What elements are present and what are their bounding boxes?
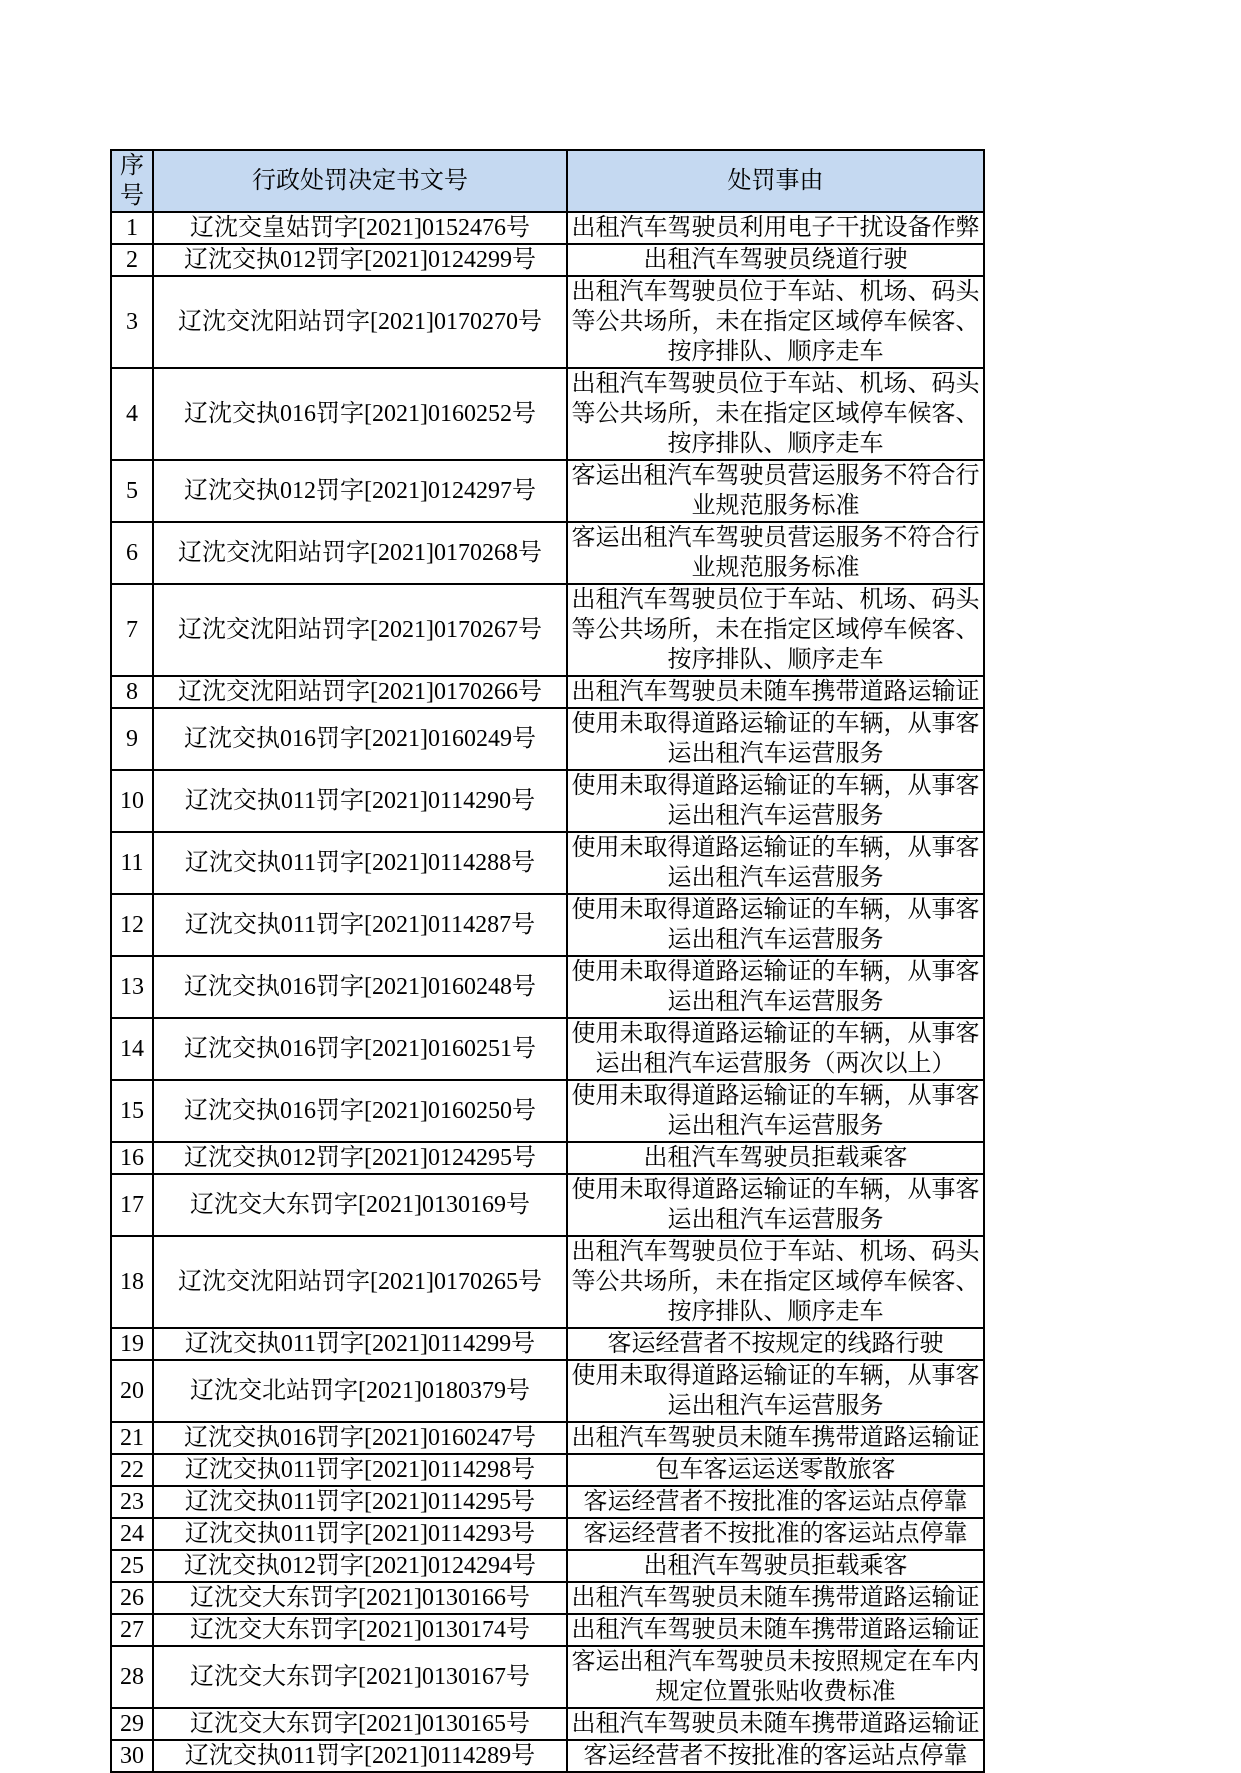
- cell-reason: 客运经营者不按批准的客运站点停靠: [567, 1486, 984, 1518]
- cell-index: 8: [111, 676, 153, 708]
- cell-doc-number: 辽沈交执012罚字[2021]0124299号: [153, 244, 567, 276]
- cell-doc-number: 辽沈交沈阳站罚字[2021]0170268号: [153, 522, 567, 584]
- table-row: [111, 584, 984, 676]
- table-header-row: [111, 150, 984, 212]
- col-header-index: 序号: [111, 150, 153, 212]
- table-row: [111, 1018, 984, 1080]
- cell-index: 26: [111, 1582, 153, 1614]
- table-row: [111, 1454, 984, 1486]
- cell-index: 20: [111, 1360, 153, 1422]
- cell-reason: 客运出租汽车驾驶员未按照规定在车内规定位置张贴收费标准: [567, 1646, 984, 1708]
- table-row: [111, 1360, 984, 1422]
- cell-doc-number: 辽沈交执011罚字[2021]0114299号: [153, 1328, 567, 1360]
- cell-doc-number: 辽沈交执011罚字[2021]0114287号: [153, 894, 567, 956]
- cell-index: 6: [111, 522, 153, 584]
- cell-doc-number: 辽沈交执011罚字[2021]0114298号: [153, 1454, 567, 1486]
- cell-reason: 出租汽车驾驶员未随车携带道路运输证: [567, 1708, 984, 1740]
- table-row: [111, 894, 984, 956]
- cell-index: 10: [111, 770, 153, 832]
- table-row: [111, 956, 984, 1018]
- cell-doc-number: 辽沈交执011罚字[2021]0114293号: [153, 1518, 567, 1550]
- cell-index: 25: [111, 1550, 153, 1582]
- cell-index: 19: [111, 1328, 153, 1360]
- table-row: [111, 1236, 984, 1328]
- table-row: [111, 368, 984, 460]
- cell-doc-number: 辽沈交执011罚字[2021]0114290号: [153, 770, 567, 832]
- cell-index: 15: [111, 1080, 153, 1142]
- document-sheet: [110, 149, 985, 1773]
- cell-reason: 出租汽车驾驶员位于车站、机场、码头等公共场所，未在指定区域停车候客、按序排队、顺序走车: [567, 368, 984, 460]
- cell-index: 9: [111, 708, 153, 770]
- cell-index: 28: [111, 1646, 153, 1708]
- cell-reason: 出租汽车驾驶员利用电子干扰设备作弊: [567, 212, 984, 244]
- cell-reason: 使用未取得道路运输证的车辆，从事客运出租汽车运营服务（两次以上）: [567, 1018, 984, 1080]
- cell-reason: 客运出租汽车驾驶员营运服务不符合行业规范服务标准: [567, 460, 984, 522]
- cell-doc-number: 辽沈交大东罚字[2021]0130165号: [153, 1708, 567, 1740]
- cell-doc-number: 辽沈交执012罚字[2021]0124295号: [153, 1142, 567, 1174]
- cell-reason: 出租汽车驾驶员绕道行驶: [567, 244, 984, 276]
- table-row: [111, 1740, 984, 1772]
- table-row: [111, 1708, 984, 1740]
- cell-reason: 客运经营者不按批准的客运站点停靠: [567, 1518, 984, 1550]
- cell-index: 17: [111, 1174, 153, 1236]
- cell-reason: 出租汽车驾驶员位于车站、机场、码头等公共场所，未在指定区域停车候客、按序排队、顺序走车: [567, 1236, 984, 1328]
- cell-reason: 出租汽车驾驶员未随车携带道路运输证: [567, 1422, 984, 1454]
- cell-index: 13: [111, 956, 153, 1018]
- table-row: [111, 522, 984, 584]
- cell-index: 30: [111, 1740, 153, 1772]
- cell-index: 2: [111, 244, 153, 276]
- cell-index: 23: [111, 1486, 153, 1518]
- cell-doc-number: 辽沈交沈阳站罚字[2021]0170265号: [153, 1236, 567, 1328]
- cell-doc-number: 辽沈交大东罚字[2021]0130169号: [153, 1174, 567, 1236]
- table-row: [111, 460, 984, 522]
- cell-index: 27: [111, 1614, 153, 1646]
- cell-doc-number: 辽沈交执016罚字[2021]0160247号: [153, 1422, 567, 1454]
- cell-doc-number: 辽沈交大东罚字[2021]0130166号: [153, 1582, 567, 1614]
- table-row: [111, 708, 984, 770]
- cell-doc-number: 辽沈交执016罚字[2021]0160250号: [153, 1080, 567, 1142]
- penalty-table: [110, 149, 985, 1773]
- cell-doc-number: 辽沈交北站罚字[2021]0180379号: [153, 1360, 567, 1422]
- table-row: [111, 770, 984, 832]
- cell-reason: 使用未取得道路运输证的车辆，从事客运出租汽车运营服务: [567, 1360, 984, 1422]
- cell-doc-number: 辽沈交沈阳站罚字[2021]0170266号: [153, 676, 567, 708]
- cell-doc-number: 辽沈交沈阳站罚字[2021]0170270号: [153, 276, 567, 368]
- cell-index: 4: [111, 368, 153, 460]
- cell-index: 24: [111, 1518, 153, 1550]
- cell-index: 14: [111, 1018, 153, 1080]
- cell-reason: 包车客运运送零散旅客: [567, 1454, 984, 1486]
- table-body: [111, 212, 984, 1772]
- cell-reason: 客运经营者不按规定的线路行驶: [567, 1328, 984, 1360]
- cell-reason: 使用未取得道路运输证的车辆，从事客运出租汽车运营服务: [567, 708, 984, 770]
- table-row: [111, 1422, 984, 1454]
- col-header-reason: 处罚事由: [567, 150, 984, 212]
- cell-doc-number: 辽沈交执016罚字[2021]0160251号: [153, 1018, 567, 1080]
- cell-reason: 使用未取得道路运输证的车辆，从事客运出租汽车运营服务: [567, 956, 984, 1018]
- cell-index: 1: [111, 212, 153, 244]
- cell-index: 16: [111, 1142, 153, 1174]
- cell-reason: 出租汽车驾驶员未随车携带道路运输证: [567, 1614, 984, 1646]
- cell-index: 7: [111, 584, 153, 676]
- table-row: [111, 1328, 984, 1360]
- cell-reason: 客运经营者不按批准的客运站点停靠: [567, 1740, 984, 1772]
- cell-index: 22: [111, 1454, 153, 1486]
- cell-reason: 出租汽车驾驶员未随车携带道路运输证: [567, 676, 984, 708]
- table-row: [111, 1614, 984, 1646]
- cell-reason: 使用未取得道路运输证的车辆，从事客运出租汽车运营服务: [567, 832, 984, 894]
- cell-reason: 客运出租汽车驾驶员营运服务不符合行业规范服务标准: [567, 522, 984, 584]
- table-row: [111, 1142, 984, 1174]
- table-row: [111, 1174, 984, 1236]
- cell-doc-number: 辽沈交大东罚字[2021]0130167号: [153, 1646, 567, 1708]
- cell-reason: 出租汽车驾驶员位于车站、机场、码头等公共场所，未在指定区域停车候客、按序排队、顺序走车: [567, 276, 984, 368]
- cell-index: 12: [111, 894, 153, 956]
- cell-reason: 使用未取得道路运输证的车辆，从事客运出租汽车运营服务: [567, 770, 984, 832]
- table-row: [111, 1486, 984, 1518]
- table-row: [111, 1582, 984, 1614]
- cell-doc-number: 辽沈交执016罚字[2021]0160249号: [153, 708, 567, 770]
- cell-reason: 使用未取得道路运输证的车辆，从事客运出租汽车运营服务: [567, 894, 984, 956]
- cell-reason: 出租汽车驾驶员拒载乘客: [567, 1550, 984, 1582]
- table-row: [111, 676, 984, 708]
- cell-doc-number: 辽沈交执012罚字[2021]0124294号: [153, 1550, 567, 1582]
- cell-doc-number: 辽沈交执011罚字[2021]0114289号: [153, 1740, 567, 1772]
- table-row: [111, 1080, 984, 1142]
- cell-reason: 使用未取得道路运输证的车辆，从事客运出租汽车运营服务: [567, 1080, 984, 1142]
- cell-doc-number: 辽沈交皇姑罚字[2021]0152476号: [153, 212, 567, 244]
- cell-index: 5: [111, 460, 153, 522]
- cell-doc-number: 辽沈交执011罚字[2021]0114295号: [153, 1486, 567, 1518]
- cell-index: 21: [111, 1422, 153, 1454]
- table-row: [111, 1518, 984, 1550]
- cell-doc-number: 辽沈交沈阳站罚字[2021]0170267号: [153, 584, 567, 676]
- table-row: [111, 212, 984, 244]
- cell-index: 11: [111, 832, 153, 894]
- cell-reason: 使用未取得道路运输证的车辆，从事客运出租汽车运营服务: [567, 1174, 984, 1236]
- table-row: [111, 1550, 984, 1582]
- col-header-doc-number: 行政处罚决定书文号: [153, 150, 567, 212]
- cell-index: 3: [111, 276, 153, 368]
- table-row: [111, 832, 984, 894]
- cell-reason: 出租汽车驾驶员拒载乘客: [567, 1142, 984, 1174]
- cell-doc-number: 辽沈交执011罚字[2021]0114288号: [153, 832, 567, 894]
- cell-doc-number: 辽沈交执016罚字[2021]0160252号: [153, 368, 567, 460]
- cell-index: 18: [111, 1236, 153, 1328]
- table-row: [111, 244, 984, 276]
- cell-doc-number: 辽沈交执012罚字[2021]0124297号: [153, 460, 567, 522]
- cell-reason: 出租汽车驾驶员位于车站、机场、码头等公共场所，未在指定区域停车候客、按序排队、顺序走车: [567, 584, 984, 676]
- cell-reason: 出租汽车驾驶员未随车携带道路运输证: [567, 1582, 984, 1614]
- table-row: [111, 1646, 984, 1708]
- cell-index: 29: [111, 1708, 153, 1740]
- table-row: [111, 276, 984, 368]
- cell-doc-number: 辽沈交执016罚字[2021]0160248号: [153, 956, 567, 1018]
- cell-doc-number: 辽沈交大东罚字[2021]0130174号: [153, 1614, 567, 1646]
